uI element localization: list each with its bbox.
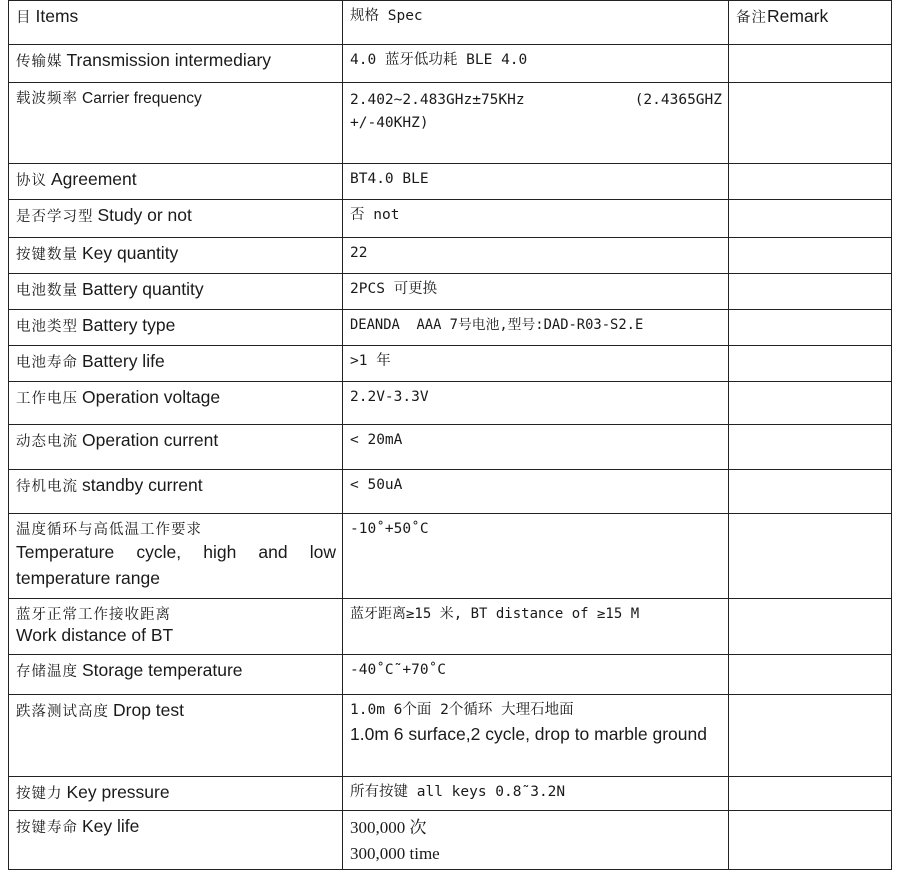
spec-line: 300,000 time	[350, 844, 440, 863]
item-label-zh: 待机电流	[16, 479, 78, 495]
item-label-zh: 蓝牙正常工作接收距离	[16, 607, 171, 623]
item-label-en: Key quantity	[82, 243, 179, 263]
spec-cell: < 50uA	[343, 470, 729, 514]
remark-cell	[729, 655, 892, 695]
item-label-en: Temperature cycle, high and low temperature range	[16, 542, 336, 588]
item-label-en: Battery type	[82, 315, 176, 335]
remark-cell	[729, 777, 892, 811]
spec-cell: 2PCS 可更换	[343, 274, 729, 310]
remark-cell	[729, 695, 892, 777]
table-row	[9, 425, 892, 470]
spec-cell: 4.0 蓝牙低功耗 BLE 4.0	[343, 45, 729, 83]
spec-line-en: 1.0m 6 surface,2 cycle, drop to marble ground	[350, 724, 707, 744]
item-label-en: Operation voltage	[82, 387, 221, 407]
spec-cell: >1 年	[343, 346, 729, 382]
item-label-en: Key pressure	[66, 782, 170, 802]
header-remark-zh: 备注	[736, 10, 767, 26]
item-label-en: Operation current	[82, 430, 219, 450]
remark-cell	[729, 811, 892, 870]
header-row	[9, 1, 892, 45]
remark-cell	[729, 274, 892, 310]
spec-cell: 所有按键 all keys 0.8˜3.2N	[343, 777, 729, 811]
item-label-zh: 电池寿命	[16, 355, 78, 371]
item-label-zh: 跌落测试高度	[16, 704, 109, 720]
table-row	[9, 45, 892, 83]
remark-cell	[729, 200, 892, 238]
table-row	[9, 164, 892, 200]
table-row	[9, 274, 892, 310]
spec-cell	[343, 811, 729, 870]
remark-cell	[729, 45, 892, 83]
header-spec: 规格 Spec	[343, 1, 729, 45]
spec-cell: DEANDA AAA 7号电池,型号:DAD-R03-S2.E	[343, 310, 729, 346]
item-label-en: Storage temperature	[82, 660, 243, 680]
spec-line: 2.402~2.483GHz±75KHz	[350, 92, 525, 108]
item-cell	[9, 238, 343, 274]
item-label-zh: 按键寿命	[16, 820, 78, 836]
spec-cell: -10˚+50˚C	[343, 514, 729, 599]
remark-cell	[729, 238, 892, 274]
item-cell	[9, 655, 343, 695]
header-remark	[729, 1, 892, 45]
item-cell	[9, 310, 343, 346]
item-label-zh: 载波频率	[16, 91, 78, 107]
item-label-zh: 按键数量	[16, 247, 78, 263]
item-cell	[9, 599, 343, 655]
item-label-en: Battery quantity	[82, 279, 204, 299]
item-label-en: Study or not	[97, 205, 192, 225]
table-row	[9, 200, 892, 238]
item-label-zh: 电池类型	[16, 319, 78, 335]
remark-cell	[729, 599, 892, 655]
spec-cell: 2.2V-3.3V	[343, 382, 729, 425]
spec-line: +/-40KHZ)	[350, 115, 429, 131]
table-row	[9, 83, 892, 164]
item-label-en: Work distance of BT	[16, 625, 174, 645]
item-cell	[9, 514, 343, 599]
remark-cell	[729, 425, 892, 470]
item-label-zh: 协议	[16, 173, 47, 189]
table-row	[9, 346, 892, 382]
item-label-zh: 工作电压	[16, 391, 78, 407]
table-row	[9, 655, 892, 695]
item-label-en: Drop test	[113, 700, 184, 720]
item-cell	[9, 695, 343, 777]
item-label-zh: 传输媒	[16, 54, 63, 70]
item-label-zh: 按键力	[16, 786, 63, 802]
spec-cell: BT4.0 BLE	[343, 164, 729, 200]
item-label-zh: 是否学习型	[16, 209, 94, 225]
table-row	[9, 777, 892, 811]
spec-cell: -40˚C˜+70˚C	[343, 655, 729, 695]
item-cell	[9, 83, 343, 164]
item-label-zh: 动态电流	[16, 434, 78, 450]
spec-cell	[343, 695, 729, 777]
header-items	[9, 1, 343, 45]
item-label-en: standby current	[82, 475, 203, 495]
table-row	[9, 470, 892, 514]
table-row	[9, 310, 892, 346]
spec-line: (2.4365GHZ	[634, 92, 722, 108]
item-cell	[9, 346, 343, 382]
remark-cell	[729, 164, 892, 200]
spec-cell: 否 not	[343, 200, 729, 238]
item-label-en: Transmission intermediary	[66, 50, 272, 70]
item-cell	[9, 274, 343, 310]
remark-cell	[729, 514, 892, 599]
table-row	[9, 514, 892, 599]
item-cell	[9, 382, 343, 425]
item-label-en: Battery life	[82, 351, 165, 371]
header-items-en: Items	[35, 6, 79, 26]
item-cell	[9, 200, 343, 238]
table-row	[9, 238, 892, 274]
spec-line-zh: 1.0m 6个面 2个循环 大理石地面	[350, 702, 574, 718]
table-row	[9, 599, 892, 655]
item-cell	[9, 470, 343, 514]
spec-cell: 蓝牙距离≥15 米, BT distance of ≥15 M	[343, 599, 729, 655]
remark-cell	[729, 310, 892, 346]
item-cell	[9, 811, 343, 870]
remark-cell	[729, 83, 892, 164]
table-row	[9, 382, 892, 425]
header-items-zh: 目	[16, 10, 32, 26]
item-label-zh: 电池数量	[16, 283, 78, 299]
item-label-zh: 存储温度	[16, 664, 78, 680]
spec-cell: 22	[343, 238, 729, 274]
spec-cell: < 20mA	[343, 425, 729, 470]
spec-cell	[343, 83, 729, 164]
item-label-en: Carrier frequency	[82, 90, 202, 107]
header-remark-en: Remark	[767, 6, 829, 26]
item-cell	[9, 425, 343, 470]
remark-cell	[729, 470, 892, 514]
table-row	[9, 811, 892, 870]
item-label-en: Key life	[82, 816, 140, 836]
item-cell	[9, 777, 343, 811]
item-label-en: Agreement	[51, 169, 137, 189]
remark-cell	[729, 346, 892, 382]
table-row	[9, 695, 892, 777]
spec-table	[8, 0, 892, 870]
item-cell	[9, 45, 343, 83]
item-cell	[9, 164, 343, 200]
spec-line: 300,000 次	[350, 818, 427, 837]
remark-cell	[729, 382, 892, 425]
item-label-zh: 温度循环与高低温工作要求	[16, 522, 202, 538]
